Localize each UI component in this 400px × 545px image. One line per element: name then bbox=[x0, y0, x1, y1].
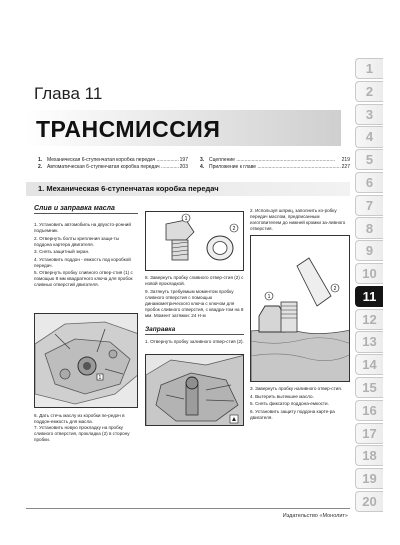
callout-label: 1 bbox=[184, 216, 188, 222]
oil-level-illustration bbox=[250, 235, 350, 382]
page-title: ТРАНСМИССИЯ bbox=[36, 116, 221, 142]
toc-right bbox=[200, 157, 350, 170]
chapter-tabs bbox=[355, 58, 383, 514]
subsection-title: Заправка bbox=[145, 326, 244, 335]
callout-label: 1 bbox=[98, 375, 102, 381]
step: 6. Установить защиту поддона карте-ра двигателя. bbox=[250, 408, 335, 420]
chapter-tab[interactable]: 12 bbox=[355, 309, 383, 330]
step: 4. Вытереть вытекшее масло. bbox=[250, 393, 314, 399]
chapter-tab[interactable]: 16 bbox=[355, 400, 383, 421]
chapter-tab[interactable]: 19 bbox=[355, 468, 383, 489]
step: 7. Установить новую прокладку на пробку сливного отверстия, прокладка (2) в сторону пробки. bbox=[34, 425, 130, 442]
toc-text: Приложение к главе ..... bbox=[209, 164, 341, 171]
toc-num: 4. bbox=[200, 163, 205, 170]
toc-text: Автоматическая 6-ступенчатая коробка передач ..... bbox=[47, 164, 179, 171]
instructions-text bbox=[145, 275, 244, 320]
chapter-tab[interactable]: 9 bbox=[355, 240, 383, 261]
chapter-tab[interactable]: 6 bbox=[355, 172, 383, 193]
footer-divider bbox=[26, 508, 350, 509]
gearbox-drain-photo bbox=[34, 313, 138, 408]
chapter-tab[interactable]: 1 bbox=[355, 58, 383, 79]
chapter-tab[interactable]: 17 bbox=[355, 423, 383, 444]
step: 1. Установить автомобиль на двухсто-ронний подъемник. bbox=[34, 222, 131, 233]
chapter-tab[interactable]: 13 bbox=[355, 331, 383, 352]
step: 8. Завернуть пробку сливного отвер-стия (2) с новой прокладкой. bbox=[145, 275, 244, 286]
instructions-text bbox=[145, 339, 244, 347]
chapter-tab[interactable]: 20 bbox=[355, 491, 383, 512]
toc-left bbox=[38, 157, 188, 170]
callout-label: 1 bbox=[267, 294, 271, 300]
step: 1. Отвернуть пробку заливного отвер-стия (2). bbox=[145, 339, 244, 344]
chapter-tab[interactable]: 2 bbox=[355, 81, 383, 102]
chapter-tab[interactable]: 7 bbox=[355, 195, 383, 216]
toc-num: 1. bbox=[38, 157, 43, 163]
chapter-tab[interactable]: 14 bbox=[355, 354, 383, 375]
chapter-tab[interactable]: 15 bbox=[355, 377, 383, 398]
toc-num: 2. bbox=[38, 163, 43, 170]
step: 3. Снять защитный экран. bbox=[34, 249, 90, 254]
step: 5. Отвернуть пробку сливного отвер-стия (1) с помощью 8 мм квадратного ключа для пробок сливных отверстий двигателя. bbox=[34, 270, 133, 287]
section-title: 1. Механическая 6-ступенчатая коробка передач bbox=[38, 184, 219, 193]
chapter-tab[interactable]: 5 bbox=[355, 149, 383, 170]
step: 6. Дать стечь маслу из коробки пе-редач в поддон-емкость для масла. bbox=[34, 413, 125, 424]
step: 5. Снять фиксатор поддона-емкости. bbox=[250, 401, 329, 406]
toc-text: Сцепление ..... bbox=[209, 157, 341, 164]
toc-page: 227 bbox=[341, 163, 350, 170]
chapter-tab-active[interactable]: 11 bbox=[355, 286, 383, 307]
step: 2. Отвернуть болты крепления защи-ты поддона картера двигателя. bbox=[34, 235, 119, 247]
publisher-footer: Издательство «Монолит» bbox=[282, 513, 348, 519]
toc-entry[interactable] bbox=[38, 164, 188, 171]
callout-label: 2 bbox=[232, 226, 236, 232]
step: 4. Установить поддон - емкость под коробкой передач. bbox=[34, 256, 131, 268]
toc-page: 219 bbox=[341, 157, 350, 163]
toc-entry[interactable] bbox=[200, 164, 350, 171]
chapter-tab[interactable]: 18 bbox=[355, 445, 383, 466]
step: 3. Завернуть пробку наливного отвер-стия. bbox=[250, 386, 342, 391]
instructions-text bbox=[250, 386, 350, 422]
step: 2. Используя шприц, заполнить ко-робку передач маслом, предписанным изготовителем до нижней кромки за-ливного отверстия. bbox=[250, 208, 346, 231]
drain-plug-illustration bbox=[145, 211, 244, 271]
chapter-label: Глава 11 bbox=[34, 84, 103, 103]
chapter-tab[interactable]: 4 bbox=[355, 126, 383, 147]
step: 9. Затянуть требуемым моментом пробку сливного отверстия с помощью динамометрического ключа с ключом для пробок сливного отверстия, с квадра-том на 8 мм. Момент затяжки: 24 Н·м bbox=[145, 288, 244, 318]
subsection-title: Слив и заправка масла bbox=[34, 205, 138, 214]
instructions-text bbox=[34, 222, 138, 290]
image-caption bbox=[34, 413, 138, 443]
chapter-tab[interactable]: 10 bbox=[355, 263, 383, 284]
toc-page: 197 bbox=[179, 157, 188, 163]
toc-text: Механическая 6-ступенчатая коробка передач ..... bbox=[47, 157, 179, 164]
toc-num: 3. bbox=[200, 157, 205, 163]
chapter-tab[interactable]: 3 bbox=[355, 104, 383, 125]
callout-label: 2 bbox=[333, 286, 337, 292]
filler-plug-photo bbox=[145, 354, 244, 426]
instructions-text bbox=[250, 208, 346, 234]
toc-page: 203 bbox=[179, 163, 188, 170]
chapter-tab[interactable]: 8 bbox=[355, 217, 383, 238]
